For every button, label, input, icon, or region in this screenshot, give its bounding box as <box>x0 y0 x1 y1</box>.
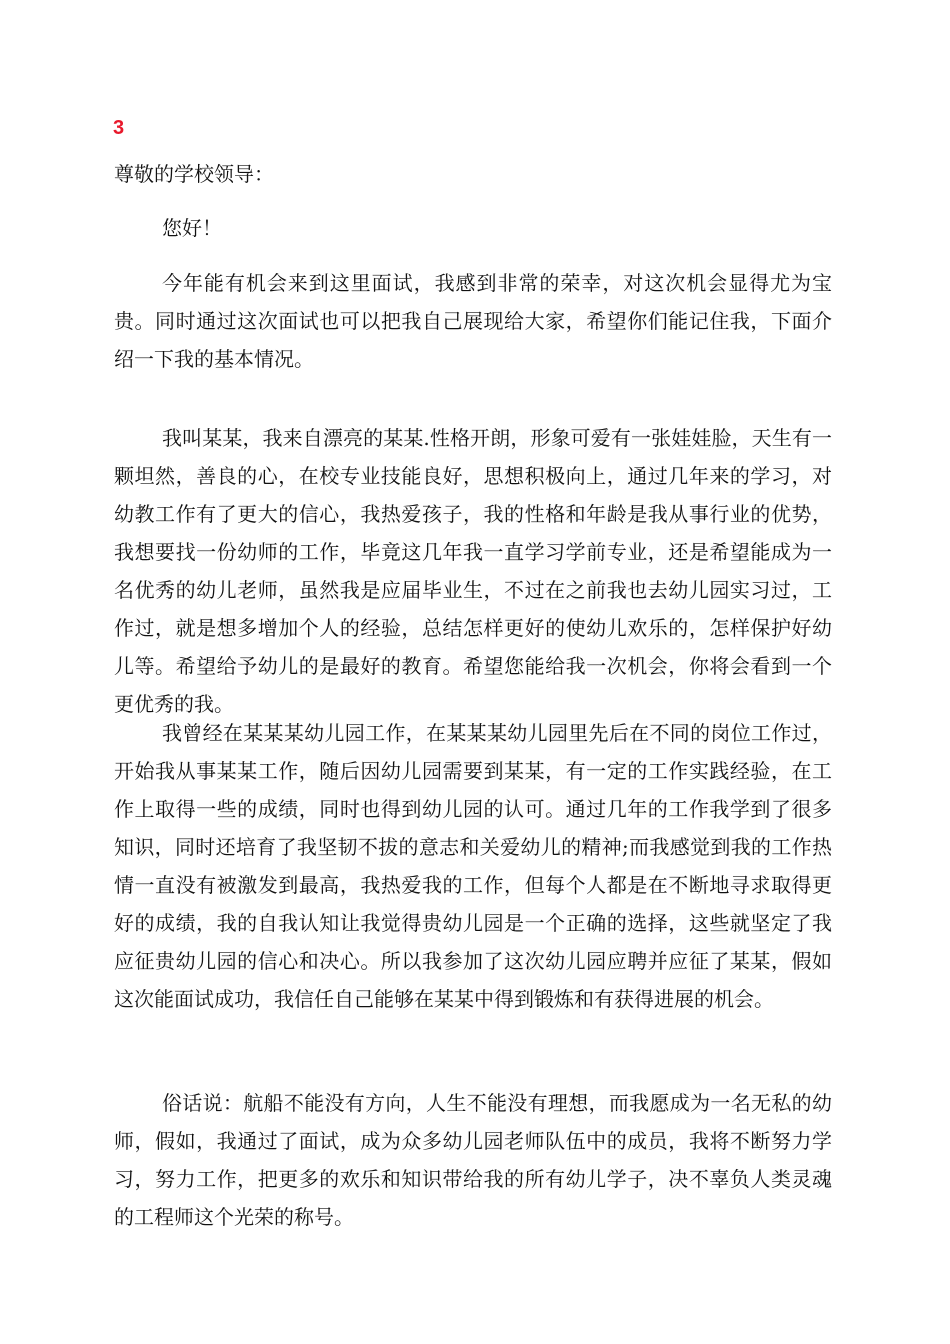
paragraph-closing: 俗话说：航船不能没有方向，人生不能没有理想，而我愿成为一名无私的幼师，假如，我通过了面试，成为众多幼儿园老师队伍中的成员，我将不断努力学习，努力工作，把更多的欢乐和知识带给我的所有幼儿学子，决不辜负人类灵魂的工程师这个光荣的称号。 <box>114 1091 832 1229</box>
salutation: 尊敬的学校领导： <box>114 162 274 186</box>
section-number: 3 <box>113 117 125 139</box>
paragraph-intro: 今年能有机会来到这里面试，我感到非常的荣幸，对这次机会显得尤为宝贵。同时通过这次面试也可以把我自己展现给大家，希望你们能记住我，下面介绍一下我的基本情况。 <box>114 271 832 371</box>
paragraph-self-description: 我叫某某，我来自漂亮的某某.性格开朗，形象可爱有一张娃娃脸，天生有一颗坦然，善良的心，在校专业技能良好，思想积极向上，通过几年来的学习，对幼教工作有了更大的信心，我热爱孩子，我的性格和年龄是我从事行业的优势，我想要找一份幼师的工作，毕竟这几年我一直学习学前专业，还是希望能成为一名优秀的幼儿老师，虽然我是应届毕业生，不过在之前我也去幼儿园实习过，工作过，就是想多增加个人的经验，总结怎样更好的使幼儿欢乐的，怎样保护好幼儿等。希望给予幼儿的是最好的教育。希望您能给我一次机会，你将会看到一个更优秀的我。 <box>114 426 832 716</box>
greeting: 您好！ <box>162 216 222 240</box>
paragraph-work-experience: 我曾经在某某某幼儿园工作，在某某某幼儿园里先后在不同的岗位工作过，开始我从事某某工作，随后因幼儿园需要到某某，有一定的工作实践经验，在工作上取得一些的成绩，同时也得到幼儿园的认可。通过几年的工作我学到了很多知识，同时还培育了我坚韧不拔的意志和关爱幼儿的精神;而我感觉到我的工作热情一直没有被激发到最高，我热爱我的工作，但每个人都是在不断地寻求取得更好的成绩，我的自我认知让我觉得贵幼儿园是一个正确的选择，这些就坚定了我应征贵幼儿园的信心和决心。所以我参加了这次幼儿园应聘并应征了某某，假如这次能面试成功，我信任自己能够在某某中得到锻炼和有获得进展的机会。 <box>114 721 832 1011</box>
